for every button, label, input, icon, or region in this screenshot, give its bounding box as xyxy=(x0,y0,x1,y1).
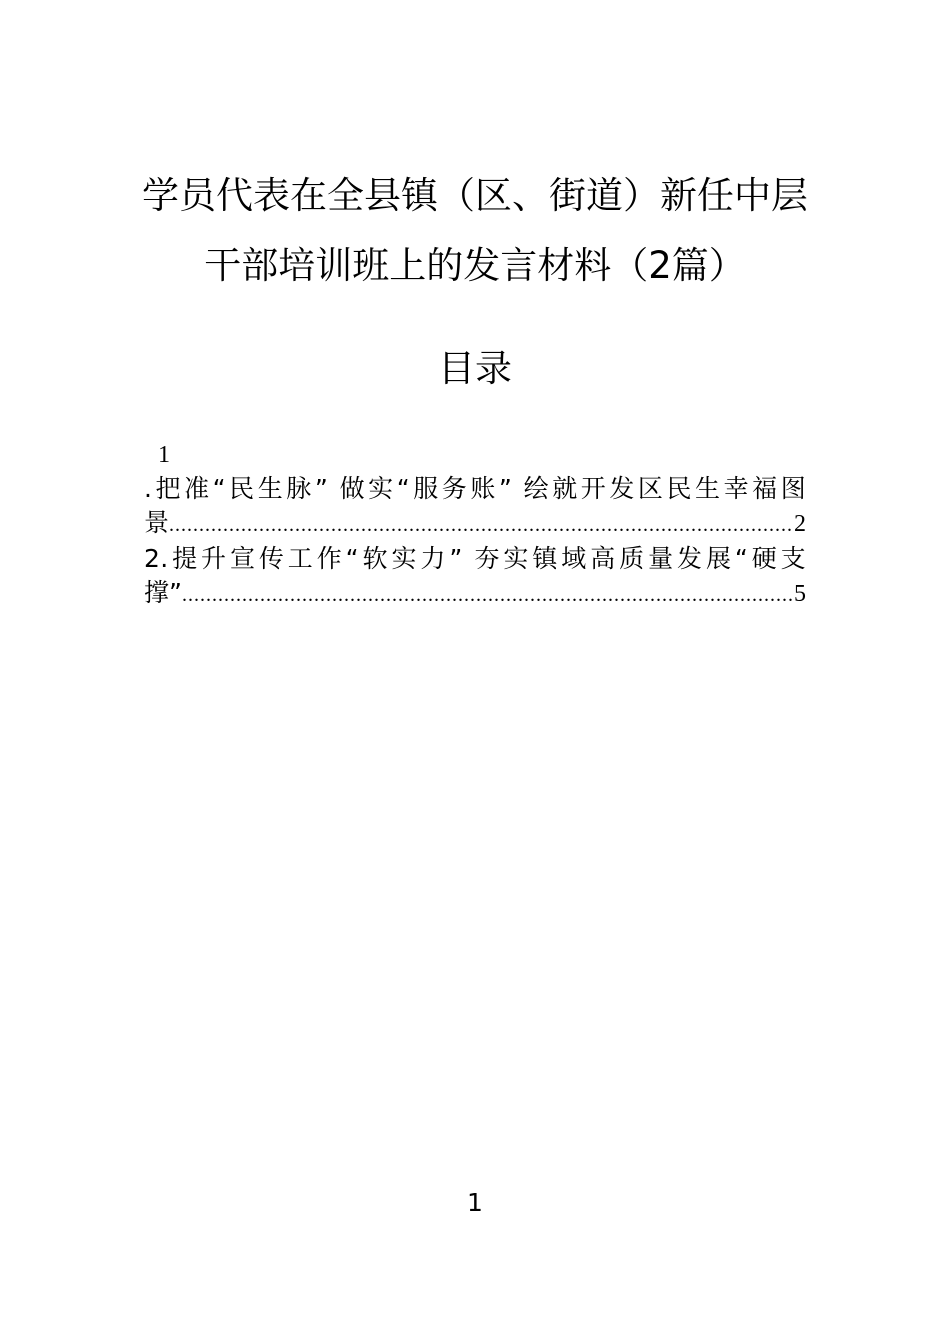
document-title-line-2: 干部培训班上的发言材料（2篇） xyxy=(204,244,746,287)
toc-entry-number: 1 xyxy=(158,442,170,468)
toc-entry-title-tail: 撑” xyxy=(144,578,182,607)
toc-dot-leader xyxy=(169,508,792,542)
toc-entry-title-line: 2.提升宣传工作“软实力” 夯实镇域高质量发展“硬支 xyxy=(144,544,806,573)
toc-heading: 目录 xyxy=(438,347,512,390)
page-number: 1 xyxy=(467,1188,483,1217)
toc-entry-title-tail: 景 xyxy=(144,508,170,537)
toc-entry-page: 2 xyxy=(794,511,806,537)
table-of-contents xyxy=(144,438,806,612)
toc-entry-last-line xyxy=(144,506,806,542)
toc-entry[interactable] xyxy=(144,542,806,612)
toc-entry-last-line xyxy=(144,576,806,612)
toc-entry[interactable] xyxy=(144,438,806,542)
toc-entry-page: 5 xyxy=(794,581,806,607)
document-title-line-1: 学员代表在全县镇（区、街道）新任中层 xyxy=(142,174,808,217)
toc-dot-leader xyxy=(182,578,792,612)
toc-entry-title-line: .把准“民生脉” 做实“服务账” 绘就开发区民生幸福图 xyxy=(144,474,806,503)
